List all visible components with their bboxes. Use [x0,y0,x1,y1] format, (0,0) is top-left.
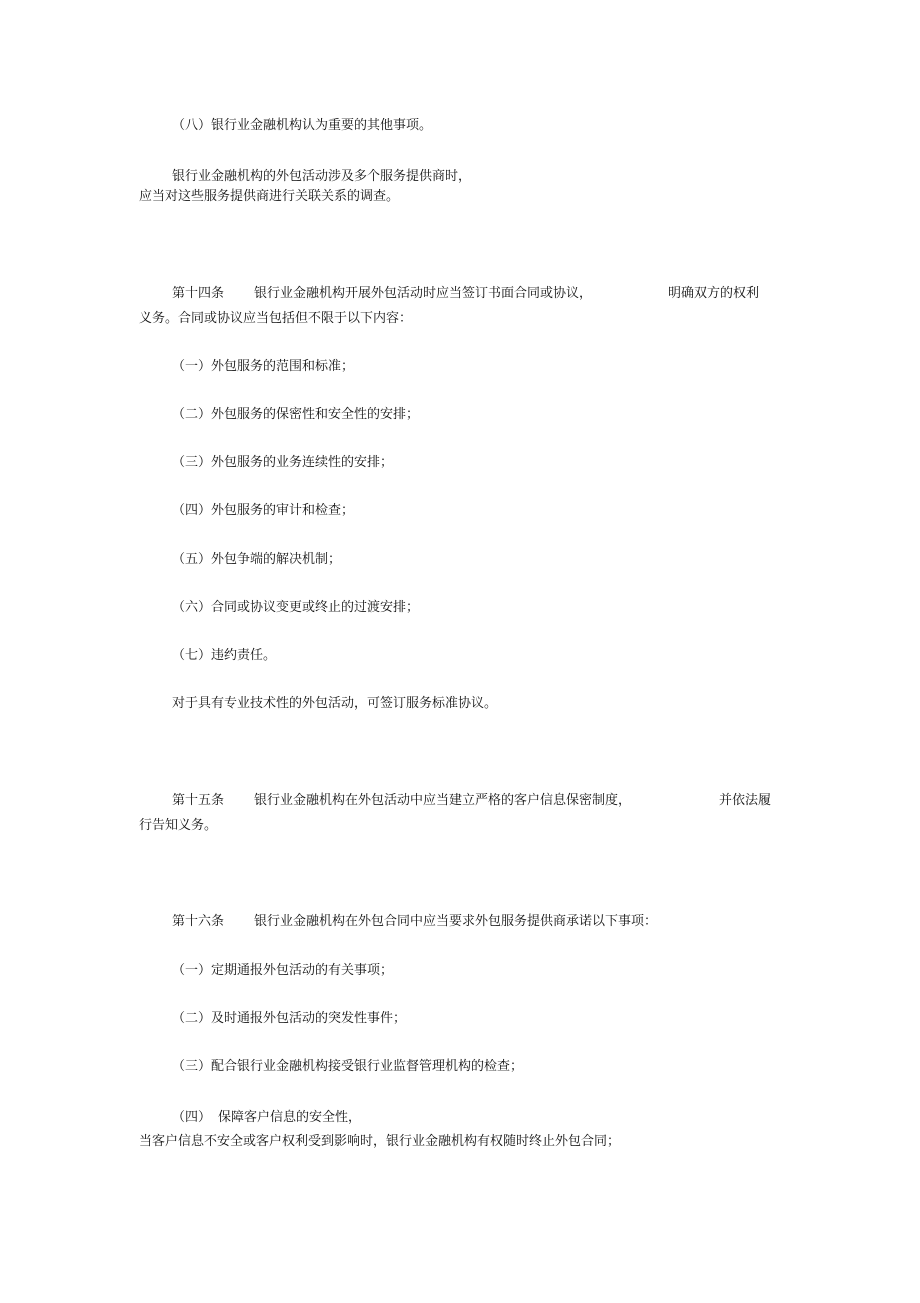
article-14-text-cont: 明确双方的权利 [668,286,760,301]
article-15-text: 银行业金融机构在外包活动中应当建立严格的客户信息保密制度， [254,793,632,808]
article-15-label: 第十五条 [172,793,225,808]
list-item: （七）违约责任。 [172,648,277,663]
list-item: （五）外包争端的解决机制； [172,552,342,567]
list-item: （二）及时通报外包活动的突发性事件； [172,1011,407,1026]
item-8: （八）银行业金融机构认为重要的其他事项。 [172,118,433,133]
item-4-text-line2: 当客户信息不安全或客户权利受到影响时，银行业金融机构有权随时终止外包合同； [139,1134,621,1149]
article-16-text: 银行业金融机构在外包合同中应当要求外包服务提供商承诺以下事项： [254,914,658,929]
list-item: （一）外包服务的范围和标准； [172,359,355,374]
article-16-label: 第十六条 [172,914,225,929]
list-item: （四）外包服务的审计和检查； [172,503,355,518]
list-item: （一）定期通报外包活动的有关事项； [172,963,394,978]
list-item: （二）外包服务的保密性和安全性的安排； [172,407,420,422]
article-15-text-cont: 并依法履 [719,793,772,808]
list-item: （三）外包服务的业务连续性的安排； [172,455,394,470]
article-14-closing: 对于具有专业技术性的外包活动，可签订服务标准协议。 [172,696,498,711]
list-item: （三）配合银行业金融机构接受银行业监督管理机构的检查； [172,1059,524,1074]
article-15-text-line2: 行告知义务。 [139,818,218,833]
paragraph-line: 应当对这些服务提供商进行关联关系的调查。 [139,189,400,204]
item-4-label: （四） [172,1110,212,1125]
list-item: （六）合同或协议变更或终止的过渡安排； [172,600,420,615]
article-14-label: 第十四条 [172,286,225,301]
article-14-text-line2: 义务。合同或协议应当包括但不限于以下内容： [139,311,413,326]
paragraph-line: 银行业金融机构的外包活动涉及多个服务提供商时， [172,169,472,184]
article-14-text: 银行业金融机构开展外包活动时应当签订书面合同或协议， [254,286,593,301]
item-4-text: 保障客户信息的安全性， [218,1110,362,1125]
